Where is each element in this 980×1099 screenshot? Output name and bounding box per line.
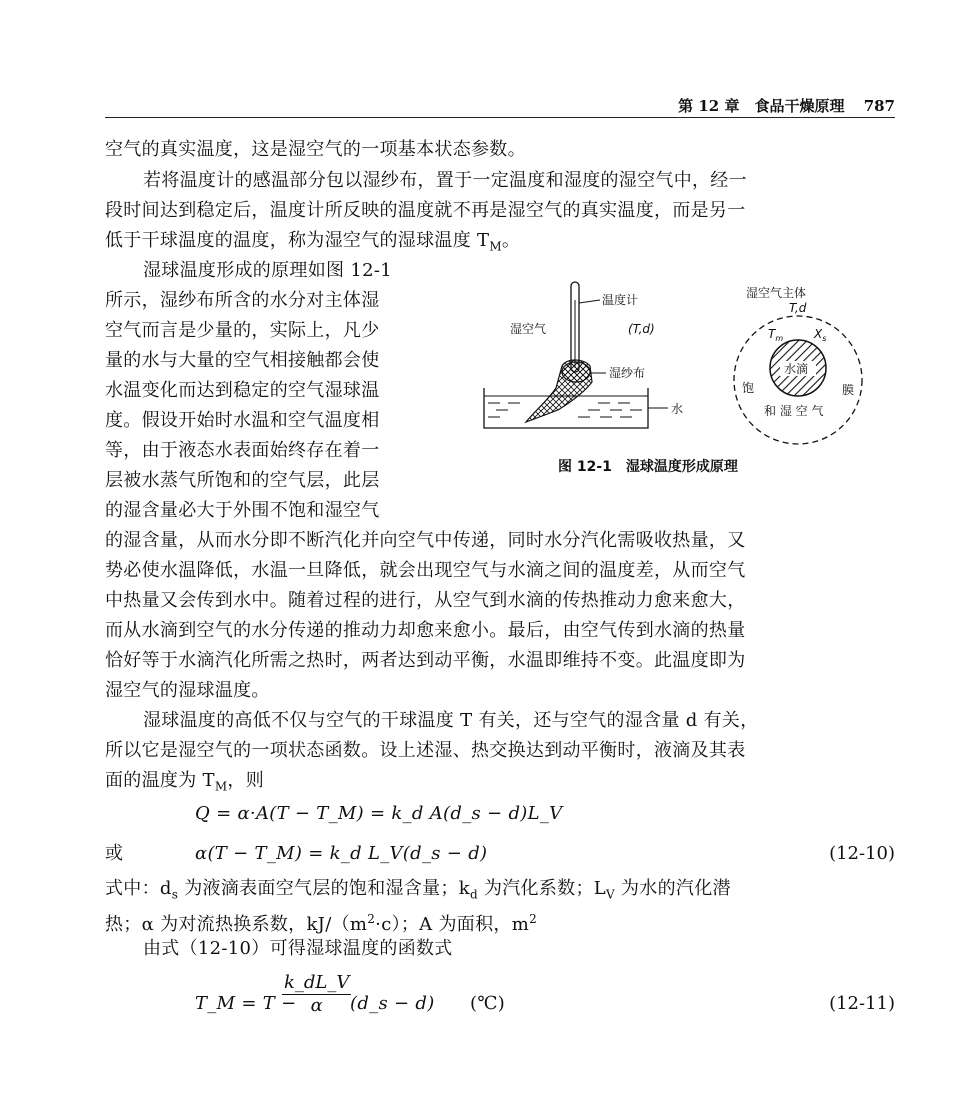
text-line: 势必使水温降低，水温一旦降低，就会出现空气与水滴之间的温度差，从而空气 [105, 560, 746, 581]
label-water: 水 [671, 402, 684, 416]
equation-3-rhs: (d_s − d) [350, 993, 435, 1014]
text-line: 段时间达到稳定后，温度计所反映的温度就不再是湿空气的真实温度，而是另一 [105, 200, 746, 221]
text-line: 量的水与大量的空气相接触都会使 [105, 350, 380, 371]
label-bulk-air: 湿空气主体 [746, 286, 807, 300]
text-line: 所以它是湿空气的一项状态函数。设上述湿、热交换达到动平衡时，液滴及其表 [105, 740, 746, 761]
text-line: 由式（12-10）可得湿球温度的函数式 [143, 938, 453, 959]
text-line: 空气的真实温度，这是湿空气的一项基本状态参数。 [105, 139, 526, 160]
text-line: 度。假设开始时水温和空气温度相 [105, 410, 380, 431]
running-header [105, 95, 895, 118]
text-line: 中热量又会传到水中。随着过程的进行，从空气到水滴的传热推动力愈来愈大， [105, 590, 746, 611]
fraction-denominator: α [310, 995, 323, 1016]
chapter-title: 第 12 章 食品干燥原理 [678, 97, 845, 115]
label-and-humid-air: 和 湿 空 气 [764, 404, 824, 418]
text-line: 面的温度为 $T_M$，则 [105, 770, 265, 794]
text-line: 恰好等于水滴汽化所需之热时，两者达到动平衡，水温即维持不变。此温度即为 [105, 650, 746, 671]
text-line: 低于干球温度的温度，称为湿空气的湿球温度 $T_M$。 [105, 230, 521, 254]
figure-12-1 [478, 270, 898, 480]
label-td2: T,d [789, 301, 807, 315]
equation-number-12-10: (12-10) [829, 843, 895, 864]
page-number: 787 [863, 97, 895, 115]
label-droplet: 水滴 [784, 362, 809, 376]
text-line: 的湿含量必大于外围不饱和湿空气 [105, 500, 380, 521]
text-line: 热；α 为对流热换系数，$kJ/(m^2\cdot c)$；A 为面积，$m^2$ [105, 912, 538, 935]
equation-1: Q = α·A(T − T_M) = k_d A(d_s − d)L_V [195, 803, 563, 824]
label-xs: $X_s$ [814, 327, 827, 343]
label-membrane: 膜 [842, 383, 855, 397]
text-line: 水温变化而达到稳定的空气湿球温 [105, 380, 380, 401]
label-wet-gauze: 湿纱布 [609, 366, 646, 380]
label-td: (T,d) [628, 322, 655, 336]
text-line: 的湿含量，从而水分即不断汽化并向空气中传递，同时水分汽化需吸收热量，又 [105, 530, 746, 551]
text-line: 空气而言是少量的，实际上，凡少 [105, 320, 380, 341]
text-line: 而从水滴到空气的水分传递的推动力却愈来愈小。最后，由空气传到水滴的热量 [105, 620, 746, 641]
text-line: 式中：$d_s$ 为液滴表面空气层的饱和湿含量；$k_d$ 为汽化系数；$L_V$ 为水的汽化潜 [105, 878, 731, 902]
equation-3-fraction [282, 972, 351, 1017]
text-line: 湿空气的湿球温度。 [105, 680, 270, 701]
label-saturated: 饱 [742, 381, 755, 395]
figure-caption: 图 12-1 湿球温度形成原理 [558, 459, 738, 475]
label-tm: $T_m$ [768, 327, 784, 343]
equation-2: α(T − T_M) = k_d L_V(d_s − d) [195, 843, 488, 864]
or-label: 或 [105, 843, 124, 864]
label-humid-air: 湿空气 [510, 322, 547, 336]
equation-3-lhs: T_M = T − [195, 993, 297, 1014]
fraction-numerator: k_dL_V [284, 972, 350, 993]
text-line: 所示，湿纱布所含的水分对主体湿 [105, 290, 380, 311]
text-line: 若将温度计的感温部分包以湿纱布，置于一定温度和湿度的湿空气中，经一 [143, 170, 747, 191]
label-thermometer: 温度计 [602, 293, 639, 307]
text-line: 湿球温度的高低不仅与空气的干球温度 T 有关，还与空气的湿含量 d 有关， [143, 710, 759, 731]
text-line: 等，由于液态水表面始终存在着一 [105, 440, 380, 461]
equation-3-unit: (℃) [470, 993, 506, 1014]
text-line: 湿球温度形成的原理如图 12-1 [143, 260, 392, 281]
text-line: 层被水蒸气所饱和的空气层，此层 [105, 470, 380, 491]
equation-number-12-11: (12-11) [829, 993, 895, 1014]
